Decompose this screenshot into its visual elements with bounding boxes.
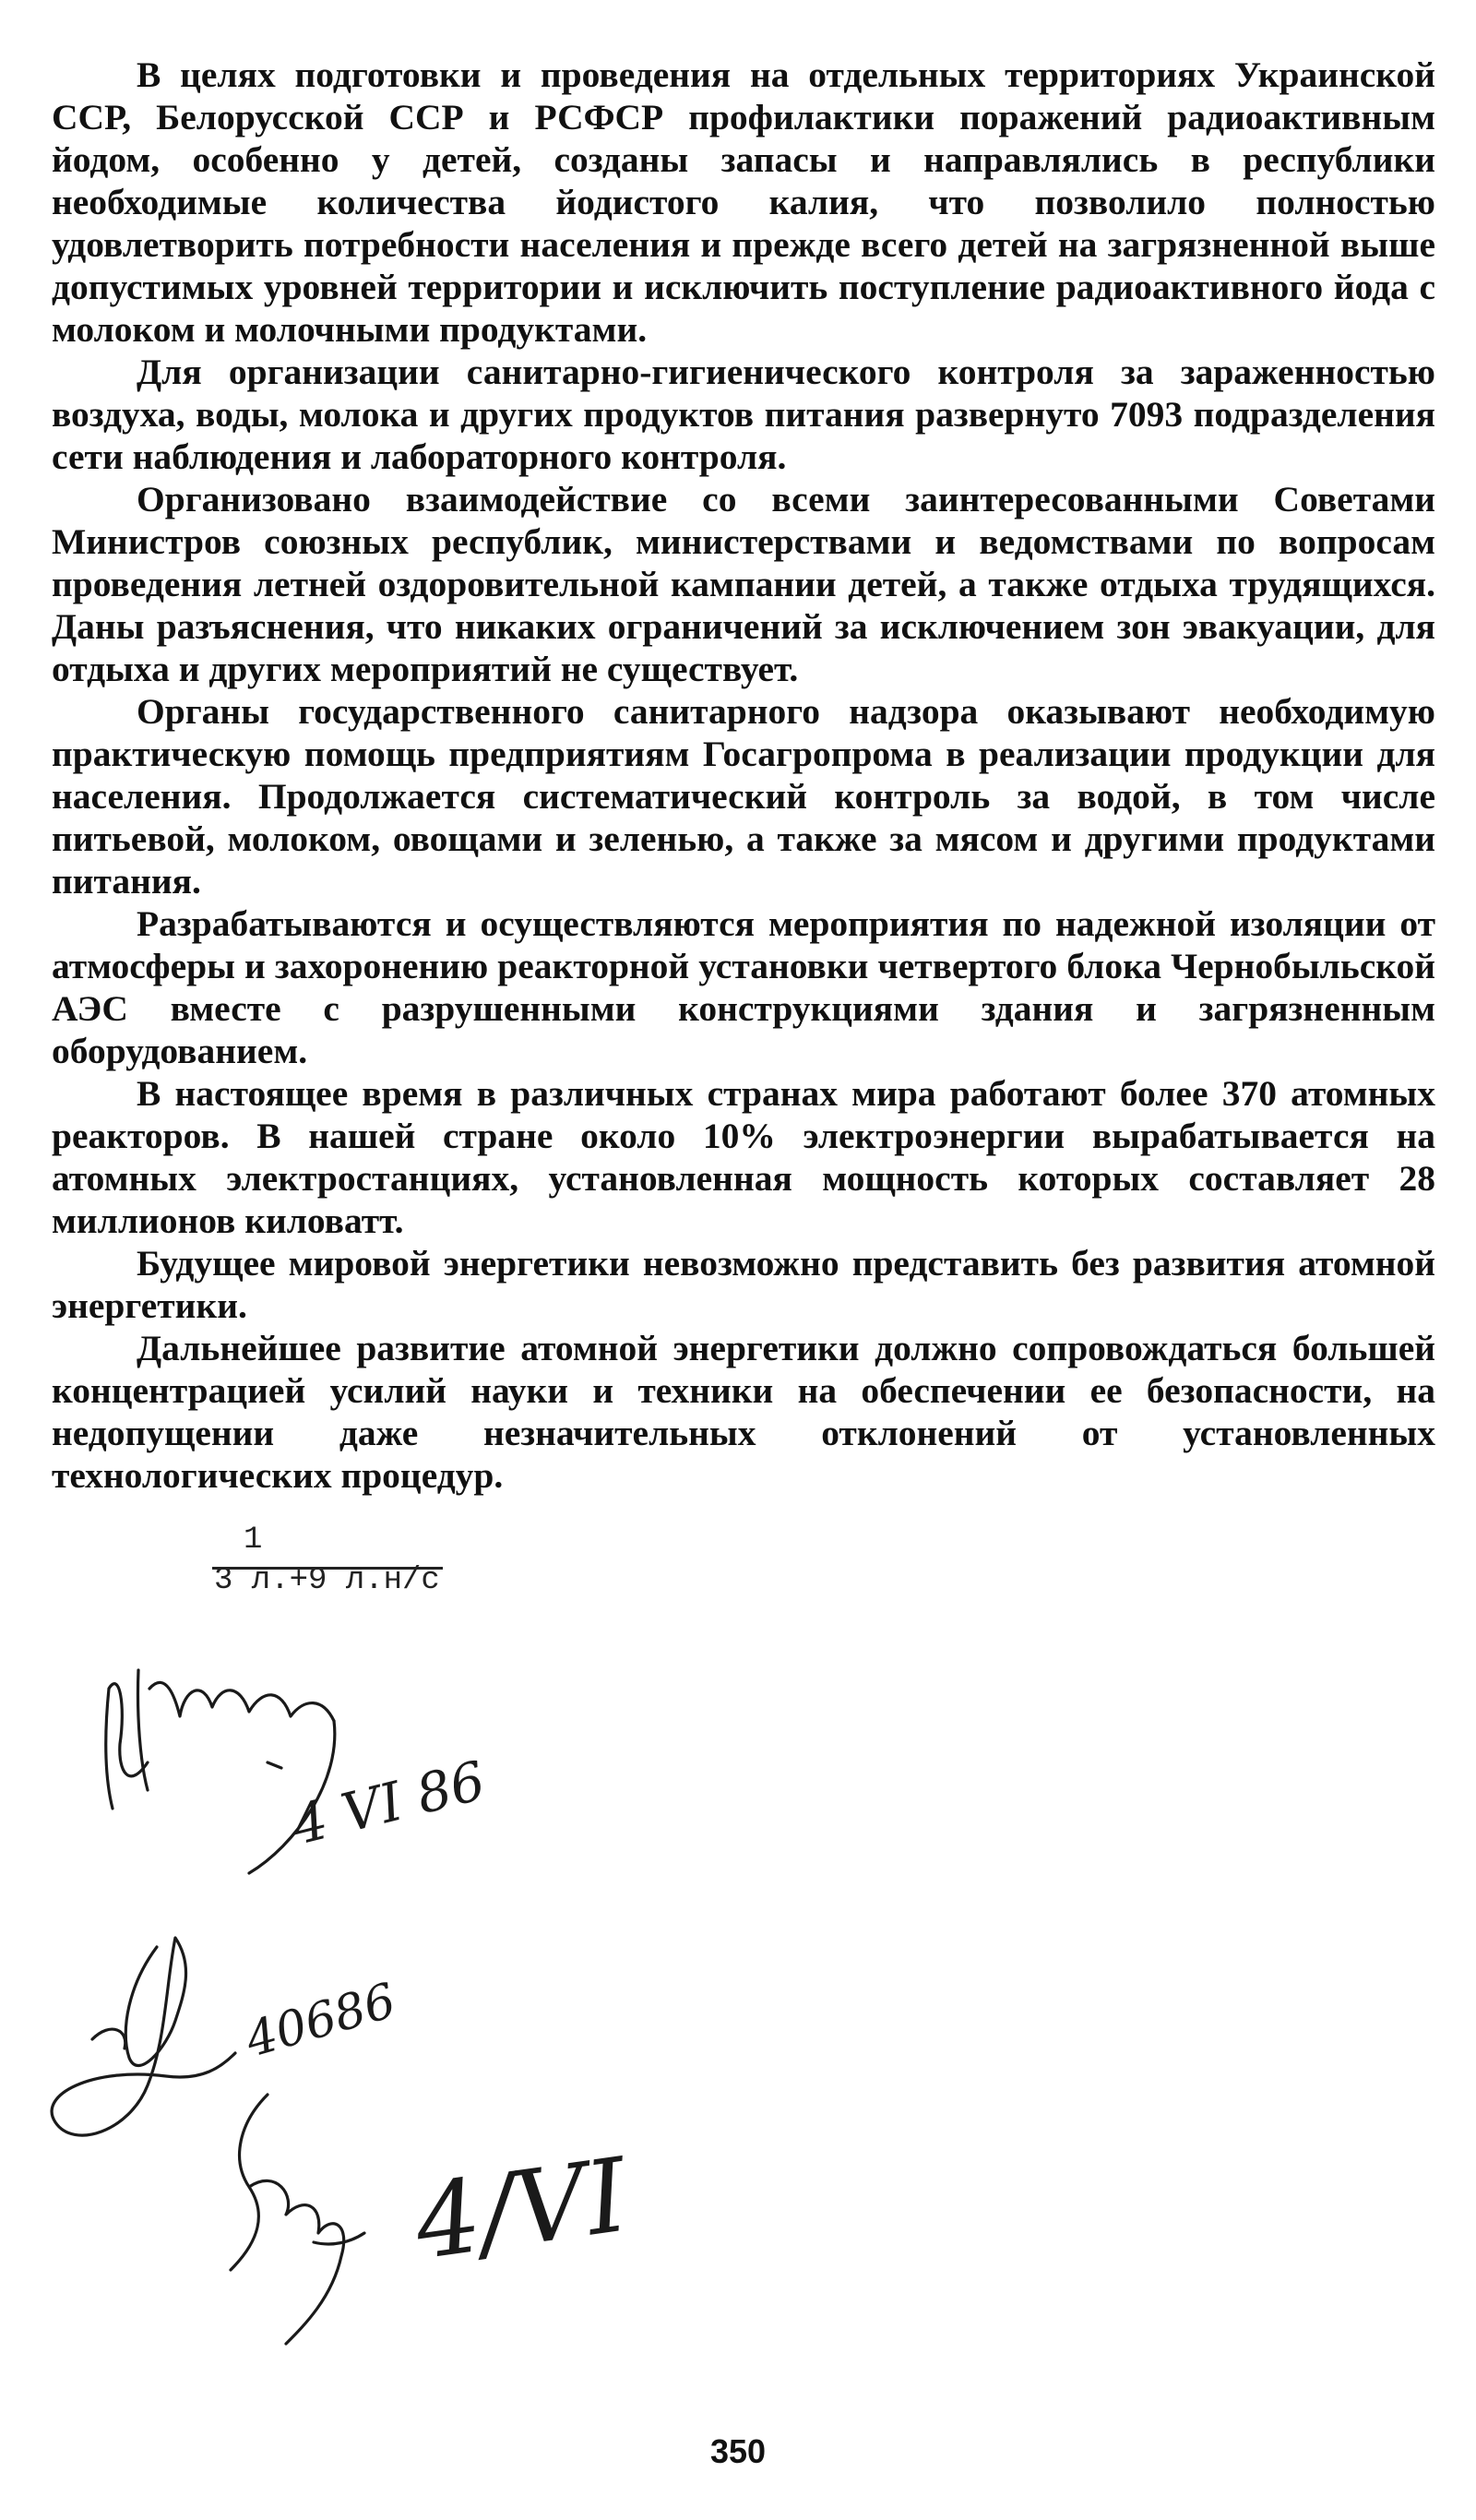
handwritten-date-1: 4 VI 86 bbox=[285, 1749, 492, 1857]
signature-3 bbox=[203, 2085, 635, 2362]
page-number: 350 bbox=[709, 2432, 767, 2470]
paragraph-safety-development: Дальнейшее развитие атомной энергетики должно сопровождаться большей концентрацией усилий науки и техники на обеспечении ее безопасности, на недопущении даже незначительных отклонений от установленных технологических процедур. bbox=[52, 1328, 1435, 1496]
handwritten-number-2: 40686 bbox=[239, 1973, 402, 2069]
paragraph-reactor-isolation: Разрабатываются и осуществляются мероприятия по надежной изоляции от атмосферы и захоронению реакторной установки четвертого блока Чернобыльской АЭС вместе с разрушенными конструкциями здания и загрязненным оборудованием. bbox=[52, 903, 1435, 1071]
signature-1 bbox=[92, 1633, 517, 1910]
paragraph-sanitary-supervision: Органы государственного санитарного надзора оказывают необходимую практическую помощь предприятиям Госагропрома в реализации продукции для населения. Продолжается систематический контроль за водой, в том числе питьевой, молоком, овощами и зеленью, а также за мясом и другими продуктами питания. bbox=[52, 691, 1435, 902]
document-body bbox=[52, 54, 1435, 1497]
paragraph-sanitary-control: Для организации санитарно-гигиенического контроля за зараженностью воздуха, воды, молока и других продуктов питания развернуто 7093 подразделения сети наблюдения и лабораторного контроля. bbox=[52, 352, 1435, 477]
paragraph-world-reactors: В настоящее время в различных странах мира работают более 370 атомных реакторов. В нашей стране около 10% электроэнергии вырабатывается на атомных электростанциях, установленная мощность которых составляет 28 миллионов киловатт. bbox=[52, 1073, 1435, 1241]
annotation-numerator: 1 bbox=[244, 1523, 263, 1558]
annotation-denominator: 3 л.+9 л.н/с bbox=[214, 1563, 440, 1598]
paragraph-iodine-prophylaxis: В целях подготовки и проведения на отдельных территориях Украинской ССР, Белорусской ССР и РСФСР профилактики поражений радиоактивным йодом, особенно у детей, созданы запасы и направлялись в республики необходимые количества йодистого калия, что позволило полностью удовлетворить потребности населения и прежде всего детей на загрязненной выше допустимых уровней территории и исключить поступление радиоактивного йода с молоком и молочными продуктами. bbox=[52, 54, 1435, 350]
handwritten-date-3: 4/VI bbox=[408, 2135, 635, 2283]
paragraph-future-energy: Будущее мировой энергетики невозможно представить без развития атомной энергетики. bbox=[52, 1243, 1435, 1326]
paragraph-summer-campaign: Организовано взаимодействие со всеми заинтересованными Советами Министров союзных республик, министерствами и ведомствами по вопросам проведения летней оздоровительной кампании детей, а также отдыха трудящихся. Даны разъяснения, что никаких ограничений за исключением зон эвакуации, для отдыха и других мероприятий не существует. bbox=[52, 479, 1435, 689]
